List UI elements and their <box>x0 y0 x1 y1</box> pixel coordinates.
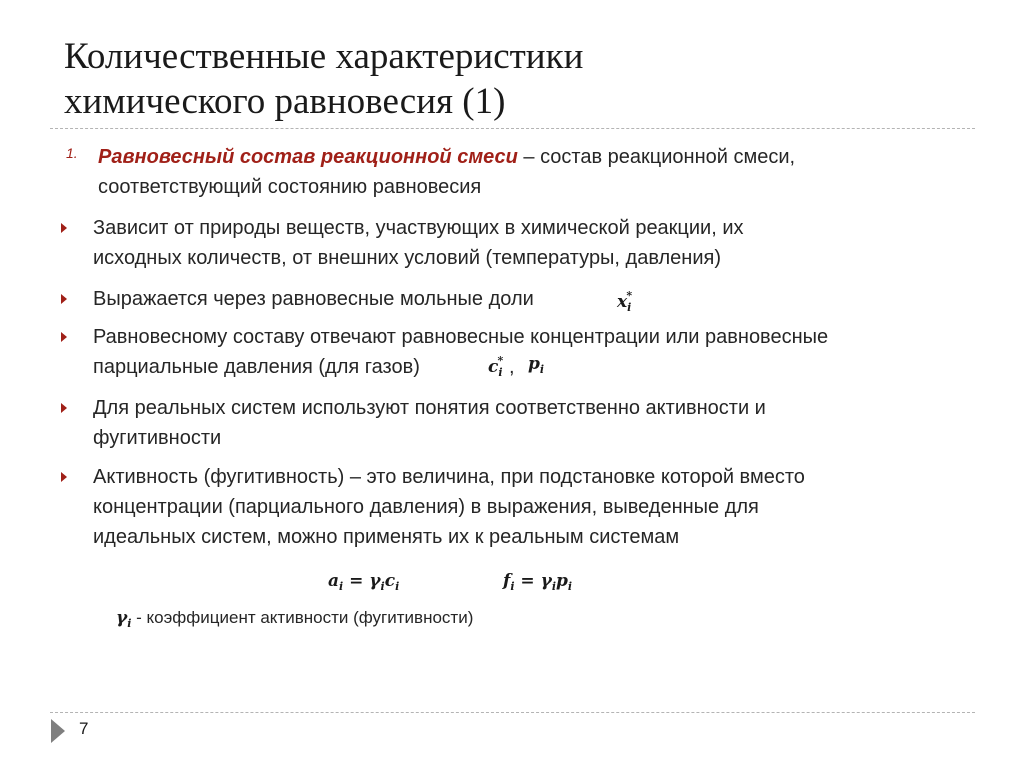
bottom-divider <box>50 712 975 713</box>
coefficient-note <box>116 604 473 638</box>
numbered-item-1 <box>98 142 958 202</box>
definition-line-2: соответствующий состоянию равновесия <box>98 176 482 198</box>
page-arrow-icon <box>51 719 65 743</box>
bullet-item-5 <box>93 462 973 552</box>
list-number: 1. <box>66 145 78 161</box>
gamma-symbol: $\gamma_i$ <box>116 608 132 630</box>
bullet-item-4 <box>93 393 973 453</box>
bullet-arrow-icon <box>61 403 67 413</box>
bullet-4-line-1: Для реальных систем используют понятия соответственно активности и <box>93 397 766 419</box>
bullet-arrow-icon <box>61 294 67 304</box>
bullet-4-line-2: фугитивности <box>93 427 222 449</box>
bullet-5-line-2: концентрации (парциального давления) в выражения, выведенные для <box>93 496 759 518</box>
bullet-3-line-1: Равновесному составу отвечают равновесные концентрации или равновесные <box>93 326 829 348</box>
bullet-1-line-2: исходных количеств, от внешних условий (температуры, давления) <box>93 247 722 269</box>
partial-pressure-symbol: $p_i$ <box>528 354 545 376</box>
bullet-arrow-icon <box>61 332 67 342</box>
bullet-arrow-icon <box>61 472 67 482</box>
bullet-5-line-1: Активность (фугитивность) – это величина, при подстановке которой вместо <box>93 466 805 488</box>
bullet-arrow-icon <box>61 223 67 233</box>
coefficient-note-text: - коэффициент активности (фугитивности) <box>136 608 474 627</box>
mole-fraction-symbol: $x_i^*$ <box>617 289 633 314</box>
bullet-3-line-2: парциальные давления (для газов) <box>93 356 420 378</box>
activity-equation: $a_i = \gamma_ic_i$ <box>328 571 400 593</box>
page-number: 7 <box>79 719 89 738</box>
title-line-2: химического равновесия (1) <box>64 81 506 122</box>
title-line-1: Количественные характеристики <box>64 36 584 77</box>
bullet-item-1 <box>93 213 973 273</box>
concentration-symbol: $c_i^*$ <box>488 354 504 379</box>
bullet-1-line-1: Зависит от природы веществ, участвующих в химической реакции, их <box>93 217 744 239</box>
definition-rest: – состав реакционной смеси, <box>517 146 796 168</box>
defined-term: Равновесный состав реакционной смеси <box>98 146 518 168</box>
bullet-2-line-1: Выражается через равновесные мольные доли <box>93 288 534 310</box>
bullet-5-line-3: идеальных систем, можно применять их к реальным системам <box>93 526 680 548</box>
bullet-item-2 <box>93 284 973 314</box>
fugacity-equation: $f_i = \gamma_ip_i$ <box>503 571 573 593</box>
symbol-separator: , <box>509 356 515 378</box>
